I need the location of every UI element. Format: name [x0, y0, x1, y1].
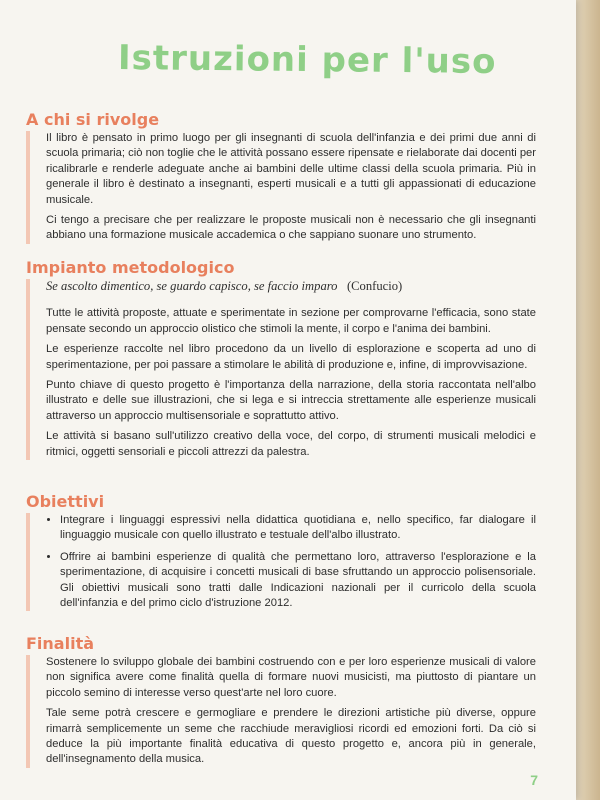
section-obiettivi — [26, 492, 536, 617]
paragraph: Sostenere lo sviluppo globale dei bambini costruendo con e per loro esperienze musicali di valore non significa avere come finalità quella di formare nuovi musicisti, ma piuttosto di piantare un piccolo semino di interesse verso quest'arte nel loro cuore. — [46, 656, 536, 699]
section-body — [26, 513, 536, 611]
section-body — [26, 655, 536, 768]
section-finalita — [26, 634, 536, 773]
paragraph: Punto chiave di questo progetto è l'importanza della narrazione, della storia raccontata nell'albo illustrato e delle sue illustrazioni, che si lega e si intreccia strettamente alle esperienze musicali attraverso un approccio multisensoriale e soprattutto attivo. — [46, 379, 536, 422]
section-heading: Obiettivi — [26, 492, 105, 511]
section-heading: Finalità — [26, 634, 95, 653]
paragraph: Ci tengo a precisare che per realizzare le proposte musicali non è necessario che gli insegnanti abbiano una formazione musicale accademica o che sappiano suonare uno strumento. — [46, 214, 536, 242]
paragraph: Tale seme potrà crescere e germogliare e prendere le direzioni artistiche più diverse, oppure rimarrà semplicemente un seme che racchiude meravigliosi ricordi ed emozioni forti. Da ciò si deduce la più importante finalità educativa di questo progetto e, ancora più in generale, dell'insegnamento della musica. — [46, 707, 536, 766]
page-number: 7 — [530, 772, 538, 788]
paragraph: Tutte le attività proposte, attuate e sperimentate in sezione per comprovarne l'efficacia, sono state pensate secondo un approccio olistico che stimoli la mente, il corpo e l'anima dei bambini. — [46, 307, 536, 335]
section-body — [26, 131, 536, 244]
objectives-list — [46, 513, 536, 611]
section-impianto-metodologico — [26, 258, 536, 465]
table-background — [572, 0, 600, 800]
quote-author: (Confucio) — [346, 279, 403, 293]
section-body — [26, 279, 536, 460]
quote-text: Se ascolto dimentico, se guardo capisco, se faccio imparo — [46, 279, 338, 293]
paragraph: Le attività si basano sull'utilizzo creativo della voce, del corpo, di strumenti musicali melodici e ritmici, oggetti sensoriali e piccoli attrezzi da palestra. — [46, 430, 536, 458]
list-item: • Integrare i linguaggi espressivi nella didattica quotidiana e, nello specifico, far dialogare il linguaggio musicale con quello illustrato e testuale dell'albo illustrato. — [60, 513, 536, 544]
quote — [46, 279, 536, 294]
section-heading: A chi si rivolge — [26, 110, 160, 129]
section-heading: Impianto metodologico — [26, 258, 235, 277]
paragraph: Le esperienze raccolte nel libro procedono da un livello di esplorazione e scoperta ad uno di sperimentazione, per poi passare a stimolare le abilità di produzione e, infine, di improvvisazione. — [46, 343, 536, 371]
list-item: • Offrire ai bambini esperienze di qualità che permettano loro, attraverso l'esplorazione e la sperimentazione, di acquisire i concetti musicali di base sfruttando un approccio polisensoriale. Gli obiettivi musicali sono tratti dalle Indicazioni nazionali per il curricolo della scuola dell'infanzia e del primo ciclo d'istruzione 2012. — [60, 550, 536, 612]
paragraph: Il libro è pensato in primo luogo per gli insegnanti di scuola dell'infanzia e dei primi due anni di scuola primaria; ciò non toglie che le attività possano essere ripensate e rielaborate dai docenti per ricalibrarle e renderle adeguate anche ai bambini delle ultime classi della scuola primaria. Più in generale il libro è destinato a insegnanti, esperti musicali e a tutti gli appassionati di educazione musicale. — [46, 132, 536, 206]
section-a-chi-si-rivolge — [26, 110, 536, 249]
page-title: Istruzioni per l'uso — [117, 38, 497, 82]
